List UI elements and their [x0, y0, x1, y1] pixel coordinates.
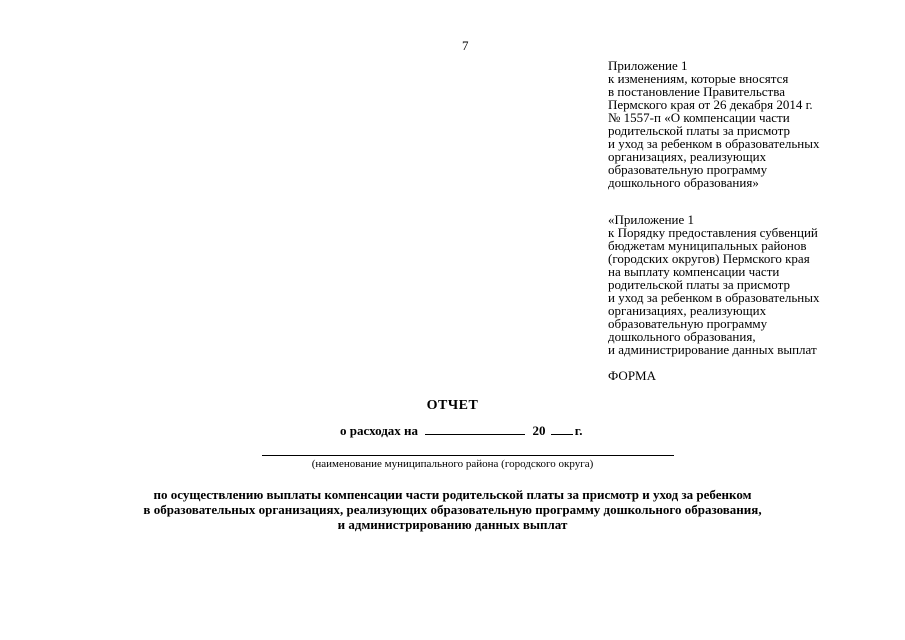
- report-purpose: [0, 487, 905, 532]
- appendix-1-line: организациях, реализующих: [608, 149, 767, 164]
- appendix-2-line: к Порядку предоставления субвенций: [608, 225, 818, 240]
- municipality-blank-line: [262, 455, 674, 456]
- appendix-2-line: (городских округов) Пермского края: [608, 251, 810, 266]
- appendix-1-line: родительской платы за присмотр: [608, 123, 790, 138]
- report-subtitle: [340, 423, 582, 439]
- report-purpose-line: и администрированию данных выплат: [337, 517, 568, 532]
- appendix-1-line: к изменениям, которые вносятся: [608, 71, 789, 86]
- appendix-2-line: и администрирование данных выплат: [608, 342, 817, 357]
- municipality-caption: (наименование муниципального района (городского округа): [311, 458, 594, 470]
- form-label: ФОРМА: [608, 368, 656, 383]
- appendix-2-line: на выплату компенсации части: [608, 264, 780, 279]
- appendix-1-line: образовательную программу: [608, 162, 768, 177]
- appendix-2-line: образовательную программу: [608, 316, 768, 331]
- appendix-2-line: «Приложение 1: [608, 212, 695, 227]
- report-subtitle-prefix: о расходах на: [340, 423, 419, 438]
- report-title: ОТЧЕТ: [426, 398, 479, 413]
- appendix-1-line: Пермского края от 26 декабря 2014 г.: [608, 97, 813, 112]
- report-year-blank: [551, 423, 573, 435]
- report-purpose-line: в образовательных организациях, реализующих образовательную программу дошкольного образования,: [143, 502, 762, 517]
- appendix-2-line: и уход за ребенком в образовательных: [608, 290, 820, 305]
- report-period-blank: [425, 423, 525, 435]
- appendix-2-line: бюджетам муниципальных районов: [608, 238, 807, 253]
- appendix-2-header: [608, 213, 898, 356]
- appendix-1-header: [608, 59, 898, 189]
- appendix-1-line: и уход за ребенком в образовательных: [608, 136, 820, 151]
- appendix-1-line: в постановление Правительства: [608, 84, 785, 99]
- appendix-2-line: организациях, реализующих: [608, 303, 767, 318]
- page-number: 7: [462, 38, 469, 53]
- report-purpose-line: по осуществлению выплаты компенсации части родительской платы за присмотр и уход за ребенком: [153, 487, 752, 502]
- report-year-prefix: 20: [532, 423, 546, 438]
- appendix-1-line: Приложение 1: [608, 58, 688, 73]
- appendix-2-line: дошкольного образования,: [608, 329, 756, 344]
- appendix-2-line: родительской платы за присмотр: [608, 277, 790, 292]
- appendix-1-line: № 1557-п «О компенсации части: [608, 110, 790, 125]
- report-subtitle-suffix: г.: [574, 423, 583, 438]
- appendix-1-line: дошкольного образования»: [608, 175, 759, 190]
